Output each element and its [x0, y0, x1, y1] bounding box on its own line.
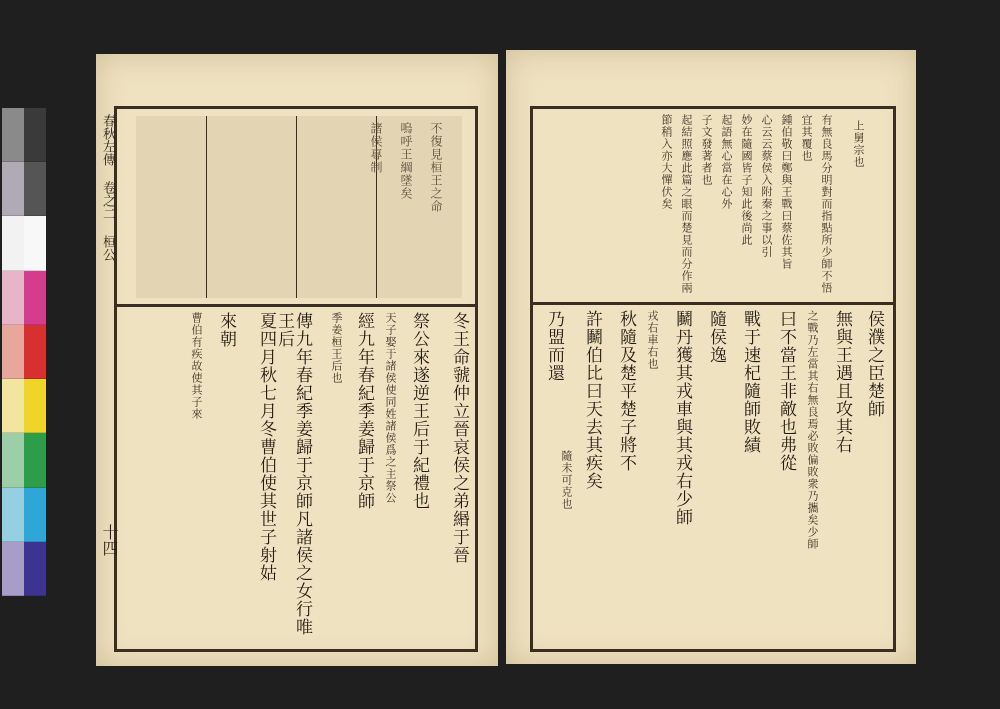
- left-main-col: 夏四月秋七月冬曹伯使其世子射姑: [256, 312, 276, 582]
- right-note-col: 隨未可克也: [560, 450, 573, 510]
- color-calibration-strip: [2, 108, 46, 596]
- left-margin-title: 春秋左傳 卷之二 桓公: [100, 114, 115, 261]
- right-main-col: 乃盟而還: [544, 310, 564, 382]
- left-commentary-col: 不復見桓王之命: [429, 122, 443, 213]
- left-box-line: [296, 116, 297, 298]
- left-header-divider: [114, 304, 478, 307]
- right-commentary-col: 宜其覆也: [800, 114, 813, 162]
- right-main-col: 許鬭伯比曰天去其疾矣: [582, 310, 602, 490]
- left-box-line: [206, 116, 207, 298]
- right-commentary-col: 起結照應此篇之眼而楚見而分作兩: [680, 114, 693, 294]
- right-main-col: 秋隨及楚平楚子將不: [616, 310, 636, 472]
- right-commentary-col: 子文發著者也: [700, 114, 713, 186]
- right-page: [506, 50, 916, 664]
- left-page: [96, 54, 498, 666]
- right-commentary-col: 心云云蔡侯入附秦之事以引: [760, 114, 773, 258]
- left-main-col: 祭公來遂逆王后于紀禮也: [409, 312, 429, 510]
- left-commentary-col: 嗚呼王綱墜矣: [399, 122, 413, 200]
- right-commentary-col: 節稍入亦大憚伏矣: [660, 114, 673, 210]
- left-note-col: 天子娶于諸侯使同姓諸侯爲之主祭公: [384, 312, 397, 504]
- left-main-col: 傳九年春紀季姜歸于京師凡諸侯之女行唯王后: [274, 312, 312, 636]
- right-main-col: 鬭丹獲其戎車與其戎右少師: [672, 310, 692, 526]
- right-top-label: 上舅宗也: [852, 120, 865, 168]
- left-main-col: 冬王命虢仲立晉哀侯之弟緡于晉: [449, 312, 469, 564]
- left-note-col: 季姜桓王后也: [330, 312, 343, 384]
- right-commentary-col: 妙在隨國皆子知此後尚此: [740, 114, 753, 246]
- left-main-col: 經九年春紀季姜歸于京師: [354, 312, 374, 510]
- left-note-col: 曹伯有疾故使其子來: [190, 312, 203, 420]
- left-commentary-box: [136, 116, 462, 298]
- right-commentary-col: 鍾伯敬曰鄭與王戰曰蔡佐其旨: [780, 114, 793, 270]
- page-number: 十四: [100, 524, 119, 556]
- right-main-col: 無與王遇且攻其右: [832, 310, 852, 454]
- right-commentary-col: 有無良馬分明對而指點所少師不悟: [820, 114, 833, 294]
- right-main-col: 隨侯逸: [706, 310, 726, 364]
- right-note-col: 之戰乃左當其右無良焉必敗偏敗衆乃攜矣少師: [806, 310, 819, 550]
- right-note-col: 戎右車右也: [646, 310, 659, 370]
- left-main-col: 來朝: [216, 312, 236, 348]
- right-header-divider: [530, 302, 896, 305]
- left-commentary-col: 諸侯專制: [369, 122, 383, 174]
- right-main-col: 侯濮之臣楚師: [864, 310, 884, 418]
- right-main-col: 戰于速杞隨師敗績: [740, 310, 760, 454]
- right-commentary-col: 起語無心當在心外: [720, 114, 733, 210]
- right-main-col: 曰不當王非敵也弗從: [776, 310, 796, 472]
